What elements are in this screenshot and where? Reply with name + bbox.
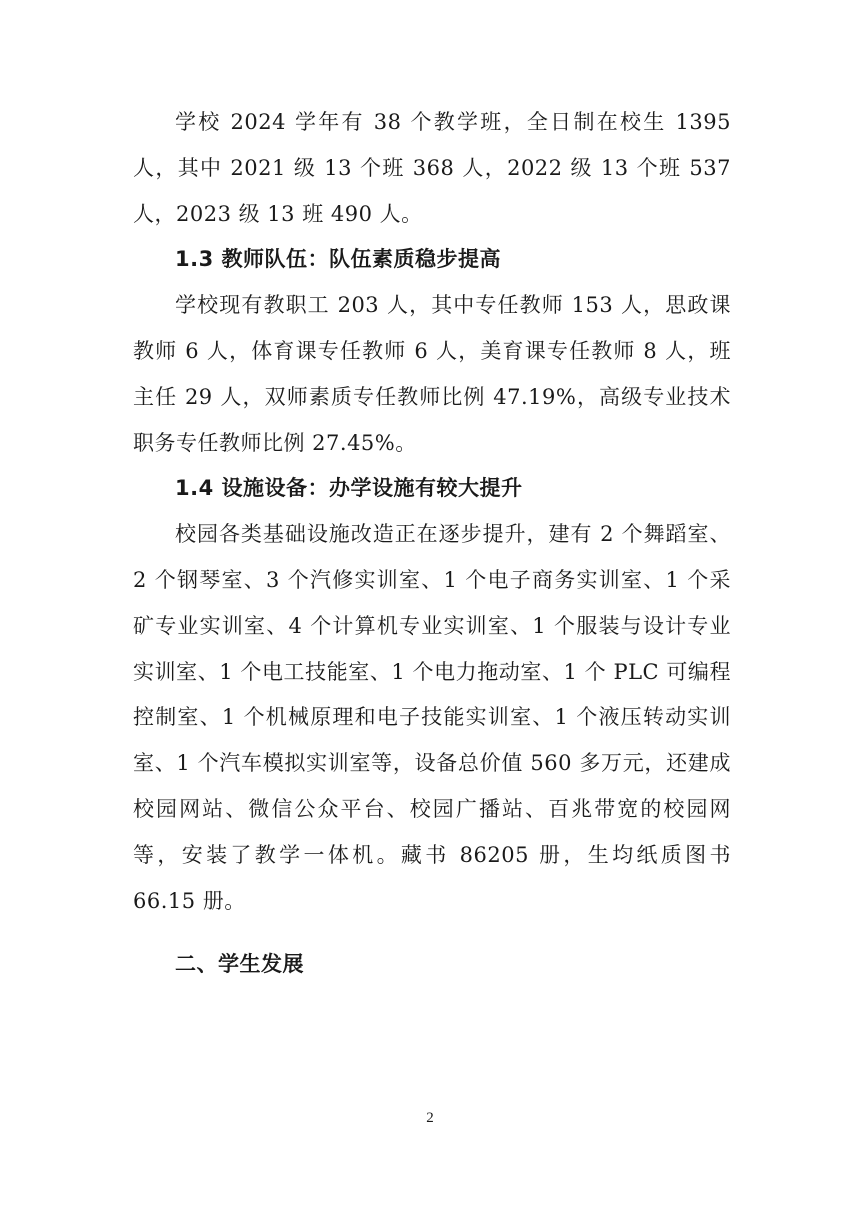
heading-teacher-team: 1.3 教师队伍：队伍素质稳步提高 (175, 247, 502, 272)
document-page (133, 100, 731, 988)
heading-facilities: 1.4 设施设备：办学设施有较大提升 (175, 476, 523, 501)
paragraph-enrollment: 学校 2024 学年有 38 个教学班，全日制在校生 1395 人，其中 2021 级 13 个班 368 人，2022 级 13 个班 537 人，2023 级 13 班 490 人。 (133, 110, 731, 226)
paragraph-teachers: 学校现有教职工 203 人，其中专任教师 153 人，思政课教师 6 人，体育课专任教师 6 人，美育课专任教师 8 人，班主任 29 人，双师素质专任教师比例 47.19%，高级专业技术职务专任教师比例 27.45%。 (133, 293, 731, 455)
heading-student-development: 二、学生发展 (175, 952, 304, 977)
page-number: 2 (426, 1110, 434, 1126)
paragraph-facilities: 校园各类基础设施改造正在逐步提升，建有 2 个舞蹈室、2 个钢琴室、3 个汽修实训室、1 个电子商务实训室、1 个采矿专业实训室、4 个计算机专业实训室、1 个服装与设计专业实训室、1 个电工技能室、1 个电力拖动室、1 个 PLC 可编程控制室、1 个机械原理和电子技能实训室、1 个液压转动实训室、1 个汽车模拟实训室等，设备总价值 560 多万元，还建成校园网站、微信公众平台、校园广播站、百兆带宽的校园网等，安装了教学一体机。藏书 86205 册，生均纸质图书 66.15 册。 (133, 522, 731, 913)
